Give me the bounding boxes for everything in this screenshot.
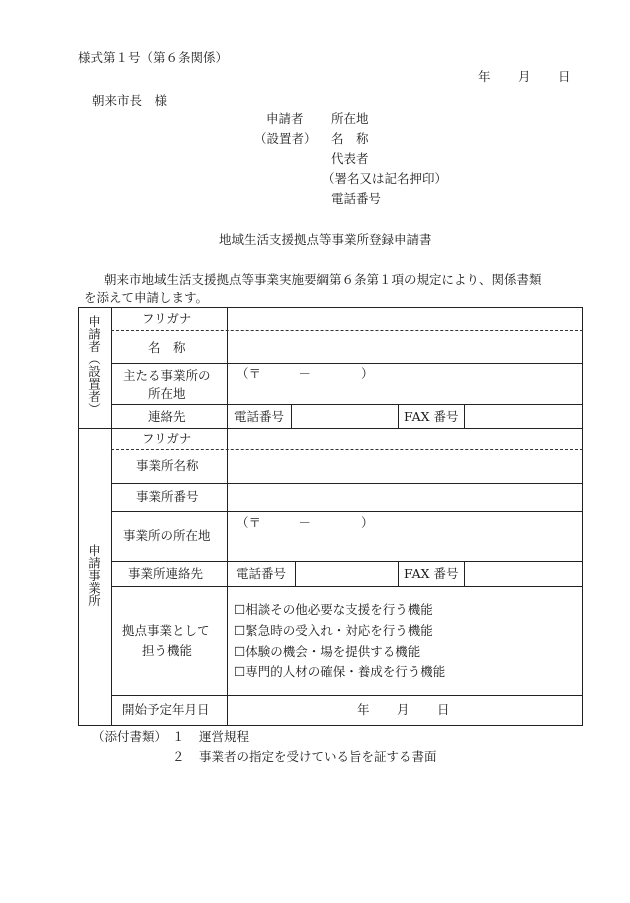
s2-start-date-label: 開始予定年月日	[122, 702, 210, 717]
function-checkbox-2[interactable]: ☐ 緊急時の受入れ・対応を行う機能	[234, 625, 433, 638]
application-form-table	[78, 307, 583, 726]
body-text-line1: 朝来市地域生活支援拠点等事業実施要綱第６条第１項の規定により、関係書類	[104, 272, 542, 287]
applicant-label: 申請者	[266, 111, 304, 126]
s2-office-contact-label: 事業所連絡先	[128, 566, 204, 581]
s1-postal-placeholder: （〒 － ）	[236, 366, 374, 381]
s1-fax-label: FAX 番号	[404, 409, 459, 424]
body-text-line2: を添えて申請します。	[84, 290, 209, 305]
function-checkbox-4[interactable]: ☐ 専門的人材の確保・養成を行う機能	[234, 666, 445, 679]
attachment-1-text: 運営規程	[199, 729, 250, 744]
s2-fax-label: FAX 番号	[404, 566, 459, 581]
s1-contact-label: 連絡先	[148, 409, 186, 424]
s1-main-office-label-2: 所在地	[148, 386, 186, 401]
s2-function-label-2: 担う機能	[142, 643, 193, 658]
s1-name-label: 名 称	[148, 340, 186, 355]
representative-label: 代表者	[331, 151, 369, 166]
s2-start-day: 日	[437, 702, 450, 717]
section-office-label: 申請事業所	[86, 544, 102, 607]
date-day: 日	[558, 69, 571, 84]
attachment-2-text: 事業者の指定を受けている旨を証する書面	[199, 749, 437, 764]
date-year: 年	[478, 69, 491, 84]
s1-phone-label: 電話番号	[234, 409, 285, 424]
date-month: 月	[518, 69, 531, 84]
phone-label: 電話番号	[331, 191, 382, 206]
attachments-label: （添付書類）	[92, 729, 168, 744]
installer-label: （設置者）	[254, 131, 317, 146]
name-label: 名 称	[331, 131, 369, 146]
s2-furigana-label: フリガナ	[142, 431, 192, 446]
form-number: 様式第１号（第６条関係）	[78, 50, 229, 65]
section-applicant-label: 申請者（設置者）	[86, 315, 102, 415]
document-title: 地域生活支援拠点等事業所登録申請書	[219, 232, 432, 247]
address-label: 所在地	[331, 111, 369, 126]
function-checkbox-1[interactable]: ☐ 相談その他必要な支援を行う機能	[234, 604, 433, 617]
s2-office-number-label: 事業所番号	[136, 489, 199, 504]
function-checkbox-3[interactable]: ☐ 体験の機会・場を提供する機能	[234, 646, 420, 659]
s1-furigana-label: フリガナ	[142, 311, 192, 326]
s2-start-year: 年	[357, 702, 370, 717]
attachment-2-num: ２	[172, 749, 185, 764]
s2-office-name-label: 事業所名称	[136, 458, 199, 473]
s2-office-address-label: 事業所の所在地	[123, 528, 211, 543]
s2-phone-label: 電話番号	[236, 566, 287, 581]
s2-function-label-1: 拠点事業として	[122, 623, 210, 638]
s2-postal-placeholder: （〒 － ）	[236, 515, 374, 530]
signature-note: （署名又は記名押印）	[322, 171, 448, 186]
s2-start-month: 月	[397, 702, 410, 717]
s1-main-office-label-1: 主たる事業所の	[123, 368, 211, 383]
addressee: 朝来市長 様	[92, 93, 168, 108]
attachment-1-num: １	[172, 729, 185, 744]
